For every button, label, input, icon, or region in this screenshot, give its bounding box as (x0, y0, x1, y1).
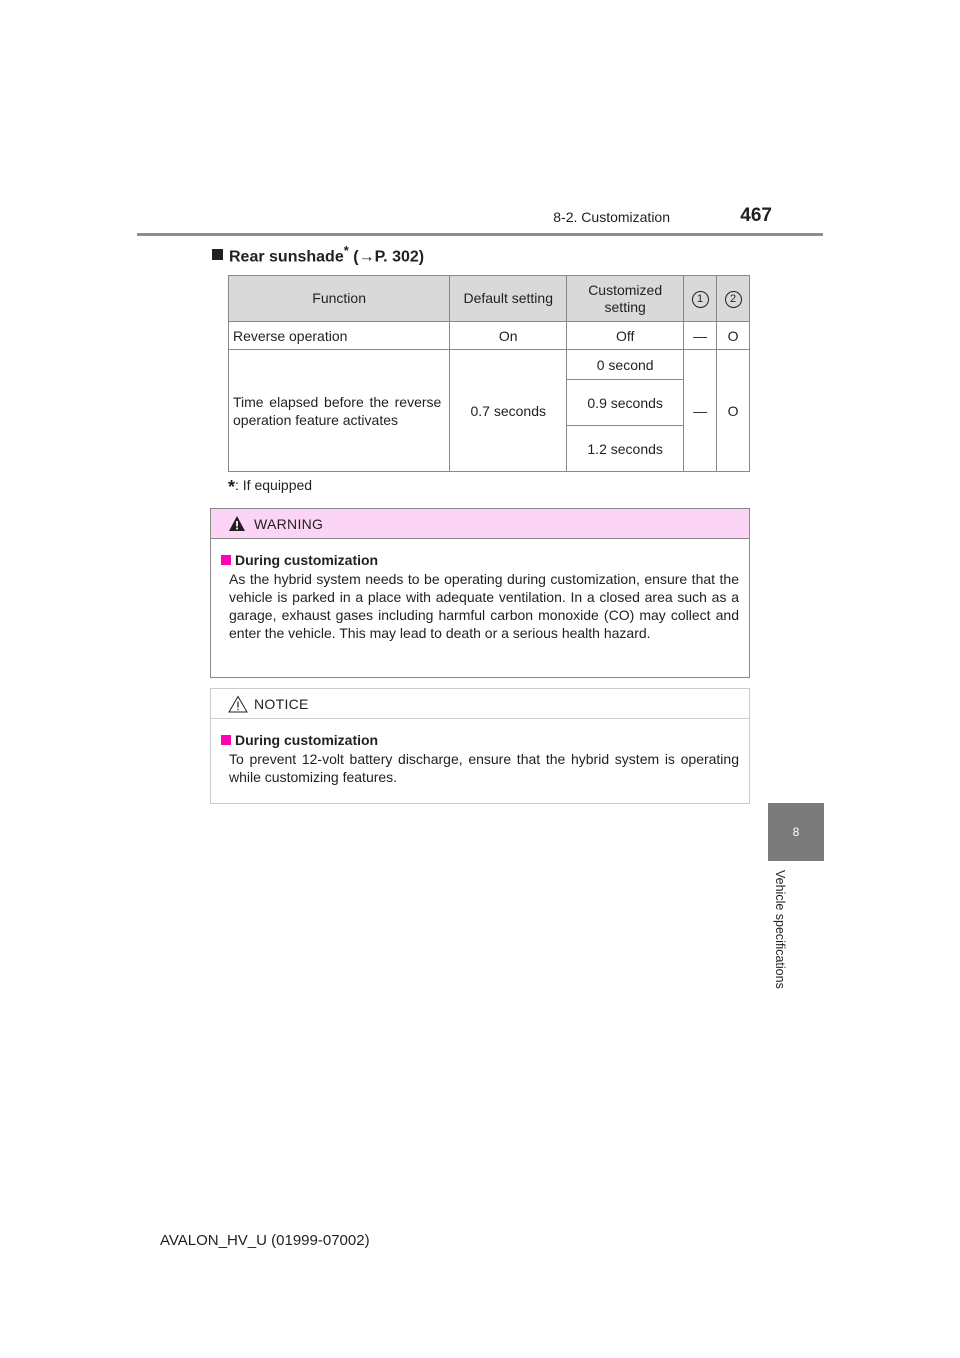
cell-default-text: 0.7 seconds (470, 402, 546, 419)
notice-subheading (221, 731, 739, 749)
footnote-text: : If equipped (235, 477, 313, 493)
table-header-row (229, 276, 750, 322)
cell-col-1: — (684, 350, 717, 472)
warning-label: WARNING (254, 516, 324, 532)
header-section-title: 8-2. Customization (553, 209, 670, 225)
table-row (229, 350, 750, 380)
footnote-star: * (228, 477, 236, 497)
section-star: * (343, 243, 349, 258)
cell-custom-option: 0 second (567, 350, 684, 380)
header-customized (567, 276, 684, 322)
header-default: Default setting (450, 276, 567, 322)
circled-two-icon: 2 (725, 291, 742, 308)
circled-one-icon: 1 (692, 291, 709, 308)
header-col-2 (717, 276, 750, 322)
section-title-text: Rear sunshade (229, 248, 344, 266)
header-customized-text: Customized setting (588, 281, 663, 315)
header-col-1 (684, 276, 717, 322)
ref-open: ( (348, 248, 359, 266)
cell-custom-option (567, 426, 684, 472)
warning-subheading-text: During customization (235, 552, 379, 568)
header-divider (137, 233, 823, 236)
chapter-label: Vehicle specifications (773, 870, 787, 989)
cell-default (450, 350, 567, 472)
notice-body (211, 719, 749, 786)
caution-triangle-icon (228, 695, 248, 713)
customization-table (228, 275, 750, 472)
cell-function: Reverse operation (229, 322, 450, 350)
cell-col-1: — (684, 322, 717, 350)
arrow-icon: → (358, 248, 375, 266)
page-reference: P. 302) (374, 248, 425, 266)
cell-col-2: O (717, 322, 750, 350)
footnote (228, 477, 312, 498)
cell-default: On (450, 322, 567, 350)
warning-header (211, 509, 749, 539)
table-row (229, 322, 750, 350)
warning-body (211, 539, 749, 642)
warning-triangle-icon (228, 515, 246, 532)
notice-subheading-text: During customization (235, 732, 379, 748)
cell-custom-option-text: 0.9 seconds (587, 394, 663, 411)
cell-custom-option-text: 1.2 seconds (587, 440, 663, 457)
notice-text: To prevent 12-volt battery discharge, ensure that the hybrid system is operating while customizing features. (229, 751, 739, 785)
cell-col-2: O (717, 350, 750, 472)
cell-function: Time elapsed before the reverse operation feature activates (229, 350, 450, 472)
chapter-label-container (770, 870, 790, 1010)
notice-header (211, 689, 749, 719)
header-function: Function (229, 276, 450, 322)
warning-subheading (221, 551, 739, 569)
section-heading (212, 243, 424, 266)
warning-box (210, 508, 750, 678)
square-bullet-icon (221, 735, 231, 745)
square-bullet-icon (221, 555, 231, 565)
warning-text: As the hybrid system needs to be operating during customization, ensure that the vehicle is parked in a place with adequate ventilation. In a closed area such as a garage, exhaust gases including harmful carbon monoxide (CO) may collect and enter the vehicle. This may lead to death or a serious health hazard. (229, 571, 739, 641)
chapter-tab[interactable] (768, 803, 824, 861)
notice-box (210, 688, 750, 804)
notice-label: NOTICE (254, 696, 309, 712)
document-code: AVALON_HV_U (01999-07002) (160, 1232, 370, 1249)
page-number: 467 (740, 205, 772, 226)
cell-custom-option (567, 380, 684, 426)
chapter-number: 8 (792, 825, 800, 839)
cell-custom: Off (567, 322, 684, 350)
square-bullet-icon (212, 249, 223, 260)
